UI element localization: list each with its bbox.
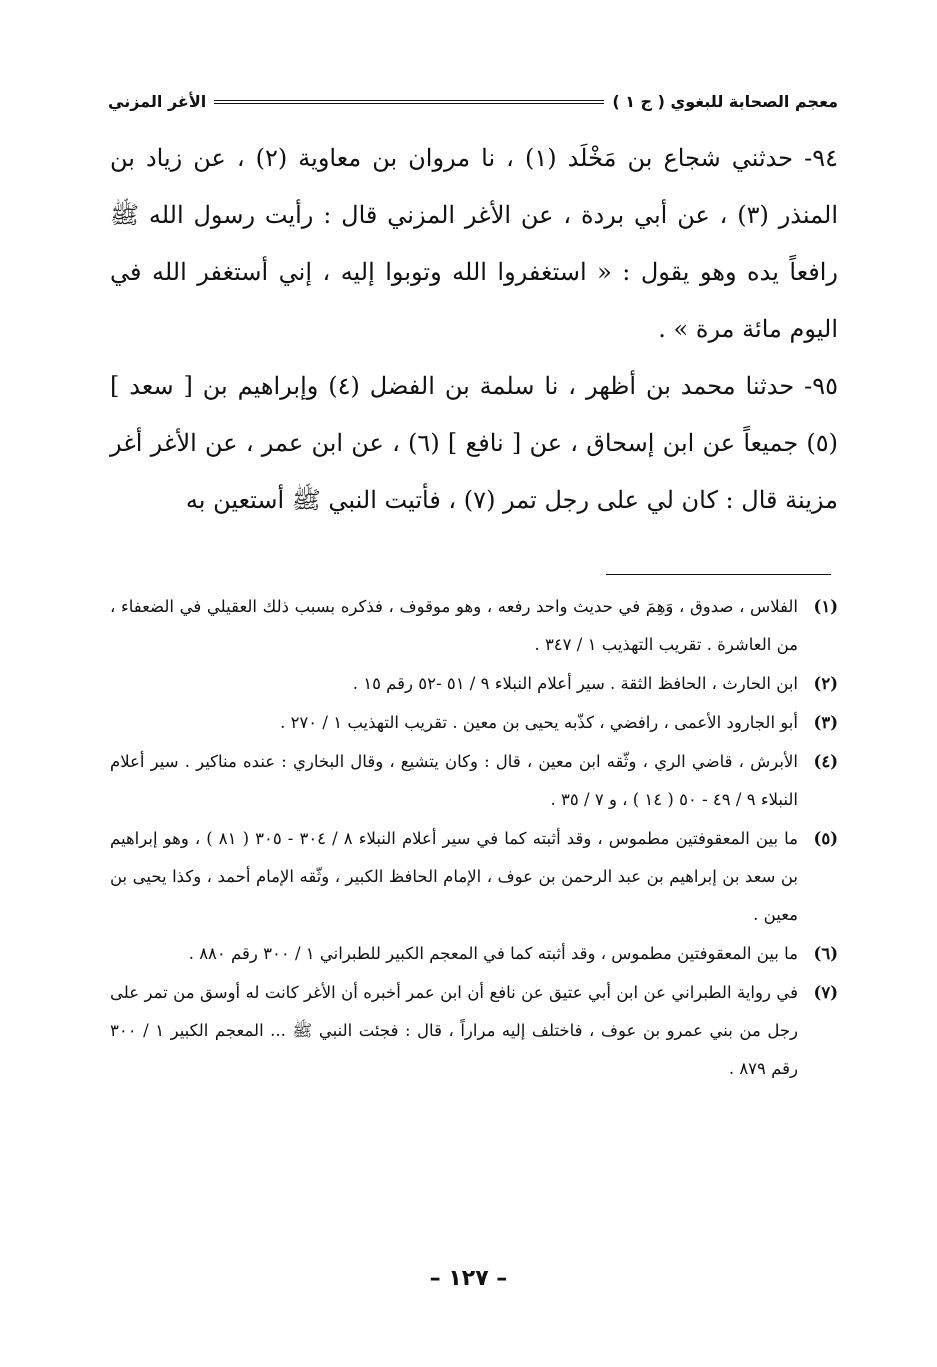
footnote-5 [110,820,838,934]
hadith-94: ٩٤- حدثني شجاع بن مَخْلَد (١) ، نا مروان بن معاوية (٢) ، عن زياد بن المنذر (٣) ، عن أبي بردة ، عن الأغر المزني قال : رأيت رسول الله ﷺ رافعاً يده وهو يقول : « استغفروا الله وتوبوا إليه ، إني أستغفر الله في اليوم مائة مرة » . [110,144,839,343]
footnote-number: (١) [813,597,838,616]
main-text [110,130,838,529]
footnote-2 [110,665,838,703]
footnote-text: ما بين المعقوفتين مطموس ، وقد أثبته كما في سير أعلام النبلاء ٨ / ٣٠٤ - ٣٠٥ ( ٨١ ) ، وهو إبراهيم بن سعد بن إبراهيم بن عبد الرحمن بن عوف ، الإمام الحافظ الكبير ، وثّقه الإمام أحمد ، وكذا يحيى بن معين . [110,829,798,924]
running-header [108,86,838,116]
footnote-text: في رواية الطبراني عن ابن أبي عتيق عن نافع أن ابن عمر أخبره أن الأغر كانت له أوسق من تمر على رجل من بني عمرو بن عوف ، فاختلف إليه مراراً ، قال : فجئت النبي ﷺ ... المعجم الكبير ١ / ٣٠٠ رقم ٨٧٩ . [110,983,799,1078]
footnote-number: (٣) [813,713,838,732]
page-number: – ١٢٧ – [429,1266,508,1291]
header-rule [214,100,604,104]
footnote-4 [110,743,838,819]
footnote-number: (٢) [813,674,838,693]
chapter-title: الأغر المزني [108,91,207,111]
footnote-3 [110,704,838,742]
footnote-number: (٥) [813,829,838,848]
book-title: معجم الصحابة للبغوي ( ج ١ ) [612,91,838,111]
footnote-text: أبو الجارود الأعمى ، رافضي ، كذّبه يحيى بن معين . تقريب التهذيب ١ / ٢٧٠ . [280,713,798,732]
footnote-1 [110,588,838,664]
footnote-divider [606,574,831,575]
footnote-text: الأبرش ، قاضي الري ، وثّقه ابن معين ، قال : وكان يتشيع ، وقال البخاري : عنده مناكير . سير أعلام النبلاء ٩ / ٤٩ - ٥٠ ( ١٤ ) ، و ٧ / ٣٥ . [110,752,798,809]
footnotes [110,588,838,1089]
footnote-6 [110,935,838,973]
footnote-number: (٦) [813,944,838,963]
footnote-number: (٤) [813,752,838,771]
footnote-7 [110,974,838,1088]
footnote-text: الفلاس ، صدوق ، وَهِمَ في حديث واحد رفعه ، وهو موقوف ، فذكره بسبب ذلك العقيلي في الضعفاء ، من العاشرة . تقريب التهذيب ١ / ٣٤٧ . [110,597,798,654]
footnote-text: ابن الحارث ، الحافظ الثقة . سير أعلام النبلاء ٩ / ٥١ -٥٢ رقم ١٥ . [352,674,798,693]
footnote-number: (٧) [813,983,838,1002]
hadith-95: ٩٥- حدثنا محمد بن أظهر ، نا سلمة بن الفضل (٤) وإبراهيم بن [ سعد ] (٥) جميعاً عن ابن إسحاق ، عن [ نافع ] (٦) ، عن ابن عمر ، عن الأغر أغر مزينة قال : كان لي على رجل تمر (٧) ، فأتيت النبي ﷺ أستعين به [110,372,839,514]
footnote-text: ما بين المعقوفتين مطموس ، وقد أثبته كما في المعجم الكبير للطبراني ١ / ٣٠٠ رقم ٨٨٠ . [188,944,798,963]
